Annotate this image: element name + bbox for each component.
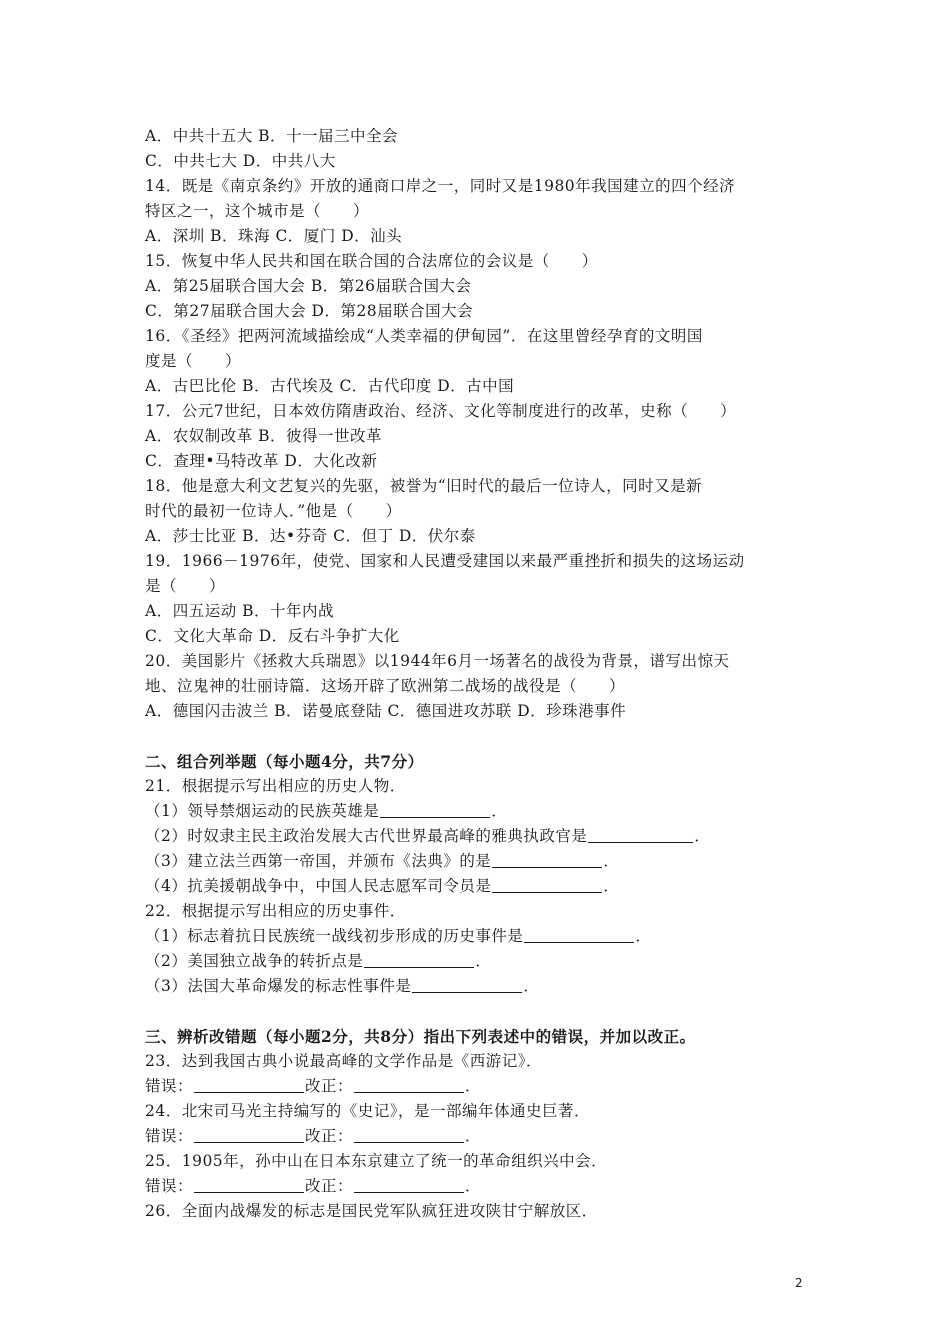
question-24-answer: [145, 1124, 825, 1149]
error-blank[interactable]: [194, 1126, 304, 1143]
period: ．: [603, 877, 620, 895]
period: ．: [523, 977, 540, 995]
question-19-stem-line-1: 19．1966－1976年，使党、国家和人民遭受建国以来最严重挫折和损失的这场运动: [145, 552, 745, 570]
answer-blank[interactable]: [380, 801, 490, 818]
question-13-option-cd: C．中共七大 D．中共八大: [145, 152, 336, 170]
question-22-stem: 22．根据提示写出相应的历史事件．: [145, 902, 406, 920]
question-25-stem: 25．1905年，孙中山在日本东京建立了统一的革命组织兴中会．: [145, 1152, 608, 1170]
question-16-options: A．古巴比伦 B．古代埃及 C．古代印度 D．古中国: [145, 377, 515, 395]
question-14-stem-line-1: 14．既是《南京条约》开放的通商口岸之一，同时又是1980年我国建立的四个经济: [145, 177, 736, 195]
page-number: 2: [795, 1276, 803, 1290]
section-3-heading: 三、辨析改错题（每小题2分，共8分）指出下列表述中的错误，并加以改正。: [145, 1027, 696, 1046]
question-21-item-4-text: （4）抗美援朝战争中，中国人民志愿军司令员是: [145, 877, 492, 895]
question-14-options: A．深圳 B．珠海 C．厦门 D．汕头: [145, 227, 403, 245]
question-14-stem-line-2: 特区之一，这个城市是（ ）: [145, 202, 370, 220]
exam-page: [145, 124, 825, 1224]
section-2-heading: 二、组合列举题（每小题4分，共7分）: [145, 752, 424, 771]
section-gap: [145, 999, 825, 1024]
question-21-item-3-text: （3）建立法兰西第一帝国，并颁布《法典》的是: [145, 852, 492, 870]
question-20-options: A．德国闪击波兰 B．诺曼底登陆 C．德国进攻苏联 D．珍珠港事件: [145, 702, 627, 720]
error-label: 错误：: [145, 1177, 194, 1195]
error-blank[interactable]: [194, 1176, 304, 1193]
question-22-item-2-text: （2）美国独立战争的转折点是: [145, 952, 364, 970]
question-17-option-cd: C．查理•马特改革 D．大化改新: [145, 452, 378, 470]
question-23-stem: 23．达到我国古典小说最高峰的文学作品是《西游记》．: [145, 1052, 542, 1070]
question-16-stem-line-1: 16．《圣经》把两河流域描绘成“人类幸福的伊甸园”．在这里曾经孕育的文明国: [145, 327, 703, 345]
error-label: 错误：: [145, 1127, 194, 1145]
question-19-option-ab: A．四五运动 B．十年内战: [145, 602, 335, 620]
question-21-item-3: [145, 849, 825, 874]
question-17-option-ab: A．农奴制改革 B．彼得一世改革: [145, 427, 383, 445]
correct-blank[interactable]: [354, 1126, 464, 1143]
period: ．: [475, 952, 492, 970]
question-21-stem: 21．根据提示写出相应的历史人物．: [145, 777, 406, 795]
question-18-stem-line-1: 18．他是意大利文艺复兴的先驱，被誉为“旧时代的最后一位诗人，同时又是新: [145, 477, 703, 495]
question-22-item-3-text: （3）法国大革命爆发的标志性事件是: [145, 977, 412, 995]
period: ．: [465, 1077, 482, 1095]
question-20-stem-line-2: 地、泣鬼神的壮丽诗篇．这场开辟了欧洲第二战场的战役是（ ）: [145, 677, 626, 695]
correct-label: 改正：: [305, 1177, 354, 1195]
question-21-item-1-text: （1）领导禁烟运动的民族英雄是: [145, 802, 380, 820]
answer-blank[interactable]: [412, 976, 522, 993]
question-15-option-cd: C．第27届联合国大会 D．第28届联合国大会: [145, 302, 474, 320]
correct-label: 改正：: [305, 1077, 354, 1095]
question-22-item-3: [145, 974, 825, 999]
question-26-stem: 26．全面内战爆发的标志是国民党军队疯狂进攻陕甘宁解放区．: [145, 1202, 598, 1220]
question-13-option-ab: A．中共十五大 B．十一届三中全会: [145, 127, 399, 145]
period: ．: [465, 1127, 482, 1145]
question-15-stem: 15．恢复中华人民共和国在联合国的合法席位的会议是（ ）: [145, 252, 598, 270]
question-22-item-2: [145, 949, 825, 974]
question-23-answer: [145, 1074, 825, 1099]
answer-blank[interactable]: [492, 876, 602, 893]
period: ．: [635, 927, 652, 945]
period: ．: [491, 802, 508, 820]
correct-blank[interactable]: [354, 1176, 464, 1193]
period: ．: [465, 1177, 482, 1195]
correct-label: 改正：: [305, 1127, 354, 1145]
period: ．: [603, 852, 620, 870]
answer-blank[interactable]: [364, 951, 474, 968]
question-25-answer: [145, 1174, 825, 1199]
error-blank[interactable]: [194, 1076, 304, 1093]
question-21-item-1: [145, 799, 825, 824]
correct-blank[interactable]: [354, 1076, 464, 1093]
question-16-stem-line-2: 度是（ ）: [145, 352, 242, 370]
answer-blank[interactable]: [492, 851, 602, 868]
question-22-item-1-text: （1）标志着抗日民族统一战线初步形成的历史事件是: [145, 927, 524, 945]
question-17-stem: 17．公元7世纪，日本效仿隋唐政治、经济、文化等制度进行的改革，史称（ ）: [145, 402, 737, 420]
question-15-option-ab: A．第25届联合国大会 B．第26届联合国大会: [145, 277, 472, 295]
section-gap: [145, 724, 825, 749]
error-label: 错误：: [145, 1077, 194, 1095]
question-24-stem: 24．北宋司马光主持编写的《史记》，是一部编年体通史巨著．: [145, 1102, 590, 1120]
question-21-item-4: [145, 874, 825, 899]
question-20-stem-line-1: 20．美国影片《拯救大兵瑞恩》以1944年6月一场著名的战役为背景，谱写出惊天: [145, 652, 730, 670]
question-18-options: A．莎士比亚 B．达•芬奇 C．但丁 D．伏尔泰: [145, 527, 476, 545]
question-18-stem-line-2: 时代的最初一位诗人．”他是（ ）: [145, 502, 402, 520]
question-21-item-2: [145, 824, 825, 849]
answer-blank[interactable]: [588, 826, 693, 843]
question-19-stem-line-2: 是（ ）: [145, 577, 226, 595]
answer-blank[interactable]: [524, 926, 634, 943]
question-19-option-cd: C．文化大革命 D．反右斗争扩大化: [145, 627, 400, 645]
question-22-item-1: [145, 924, 825, 949]
period: ．: [694, 827, 711, 845]
question-21-item-2-text: （2）时奴隶主民主政治发展大古代世界最高峰的雅典执政官是: [145, 827, 588, 845]
